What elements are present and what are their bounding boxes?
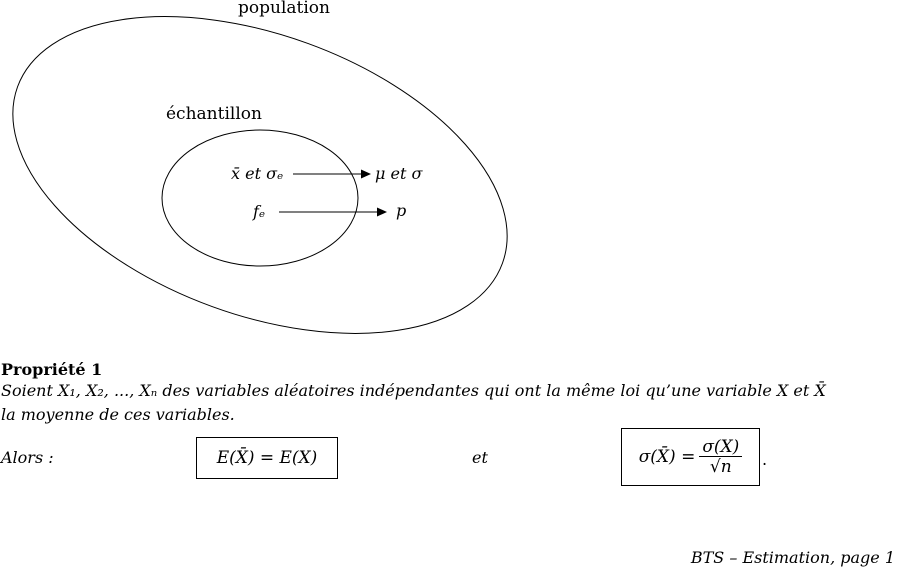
population-proportion-label: p xyxy=(396,201,407,220)
sample-frequency-label: fₑ xyxy=(253,202,266,221)
formula-stddev-box xyxy=(621,428,760,486)
formula-period: . xyxy=(762,450,768,469)
page-footer: BTS – Estimation, page 1 xyxy=(690,548,895,567)
property-line-2: la moyenne de ces variables. xyxy=(1,405,235,424)
arrowhead-mean xyxy=(361,170,371,179)
property-line-1: Soient X₁, X₂, ..., Xₙ des variables aléatoires indépendantes qui ont la même loi qu’une variable X et X̄ xyxy=(1,381,826,400)
formula-stddev-fraction xyxy=(699,438,742,477)
arrowhead-proportion xyxy=(377,208,387,217)
population-params-label: μ et σ xyxy=(375,164,423,183)
sample-label: échantillon xyxy=(166,104,262,124)
et-label: et xyxy=(472,448,488,467)
formula-stddev-left: σ(X̄) = xyxy=(638,447,696,467)
formula-stddev-denominator: √n xyxy=(709,456,732,477)
sample-stats-label: x̄ et σₑ xyxy=(231,164,284,183)
formula-expectation: E(X̄) = E(X) xyxy=(216,448,318,468)
formula-expectation-box xyxy=(196,437,338,479)
alors-label: Alors : xyxy=(1,448,54,467)
population-label: population xyxy=(238,0,330,18)
formula-stddev-numerator: σ(X) xyxy=(699,438,742,457)
sample-ellipse xyxy=(162,130,358,266)
property-title: Propriété 1 xyxy=(1,360,103,379)
